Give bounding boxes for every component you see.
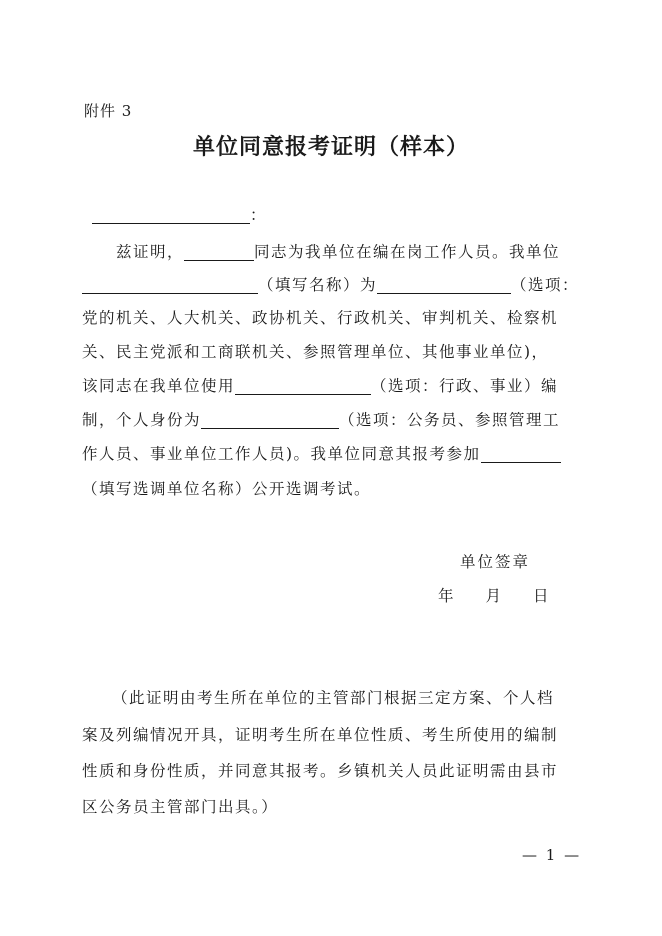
page-title: 单位同意报考证明（样本） [192,135,469,160]
note-line-4 [82,791,582,823]
note-text-1: （此证明由考生所在单位的主管部门根据三定方案、个人档 [112,689,555,707]
body-line-3 [82,303,582,333]
date-month: 月 [485,587,502,605]
addressee-blank[interactable] [92,203,250,224]
certify-text: 兹证明， [116,243,185,261]
line3-text: 党的机关、人大机关、政协机关、行政机关、审判机关、检察机 [82,309,559,327]
page-number: — 1 — [522,846,582,864]
body-line-2 [82,270,582,300]
date-day: 日 [533,587,549,605]
body-line-5 [82,371,582,401]
line4-text: 关、民主党派和工商联机关、参照管理单位、其他事业单位)， [82,343,549,361]
line1-text: 同志为我单位在编在岗工作人员。我单位 [254,243,561,261]
note-line-2 [82,719,582,751]
date-line [438,584,549,606]
body-line-7 [82,439,582,469]
note-text-3: 性质和身份性质，并同意其报考。乡镇机关人员此证明需由县市 [82,762,559,780]
staffing-blank[interactable] [235,374,371,395]
note-line-1 [82,682,582,714]
selection-unit-blank[interactable] [481,442,561,463]
identity-blank[interactable] [201,408,339,429]
line2-mid-text: （填写名称）为 [258,276,378,294]
note-text-2: 案及列编情况开具，证明考生所在单位性质、考生所使用的编制 [82,726,559,744]
unit-type-blank[interactable] [377,273,511,294]
line2-end-text: （选项： [511,276,580,294]
name-blank[interactable] [184,240,254,261]
body-line-1 [82,237,582,267]
note-text-4: 区公务员主管部门出具。） [82,798,279,816]
line6-start-text: 制，个人身份为 [82,411,202,429]
date-year: 年 [438,587,454,605]
line7-text: 作人员、事业单位工作人员)。我单位同意其报考参加 [82,445,481,463]
line8-text: （填写选调单位名称）公开选调考试。 [82,480,372,498]
unit-name-blank[interactable] [82,273,258,294]
line5-end-text: （选项：行政、事业）编 [371,377,559,395]
line5-start-text: 该同志在我单位使用 [82,377,236,395]
line6-end-text: （选项：公务员、参照管理工 [339,411,561,429]
body-line-6 [82,405,582,435]
note-line-3 [82,755,582,787]
body-line-4 [82,337,582,367]
addressee-colon: ： [250,206,268,224]
body-line-8 [82,474,582,504]
attachment-label: 附件 3 [84,102,133,120]
addressee-line [92,200,592,230]
seal-label: 单位签章 [460,553,531,571]
